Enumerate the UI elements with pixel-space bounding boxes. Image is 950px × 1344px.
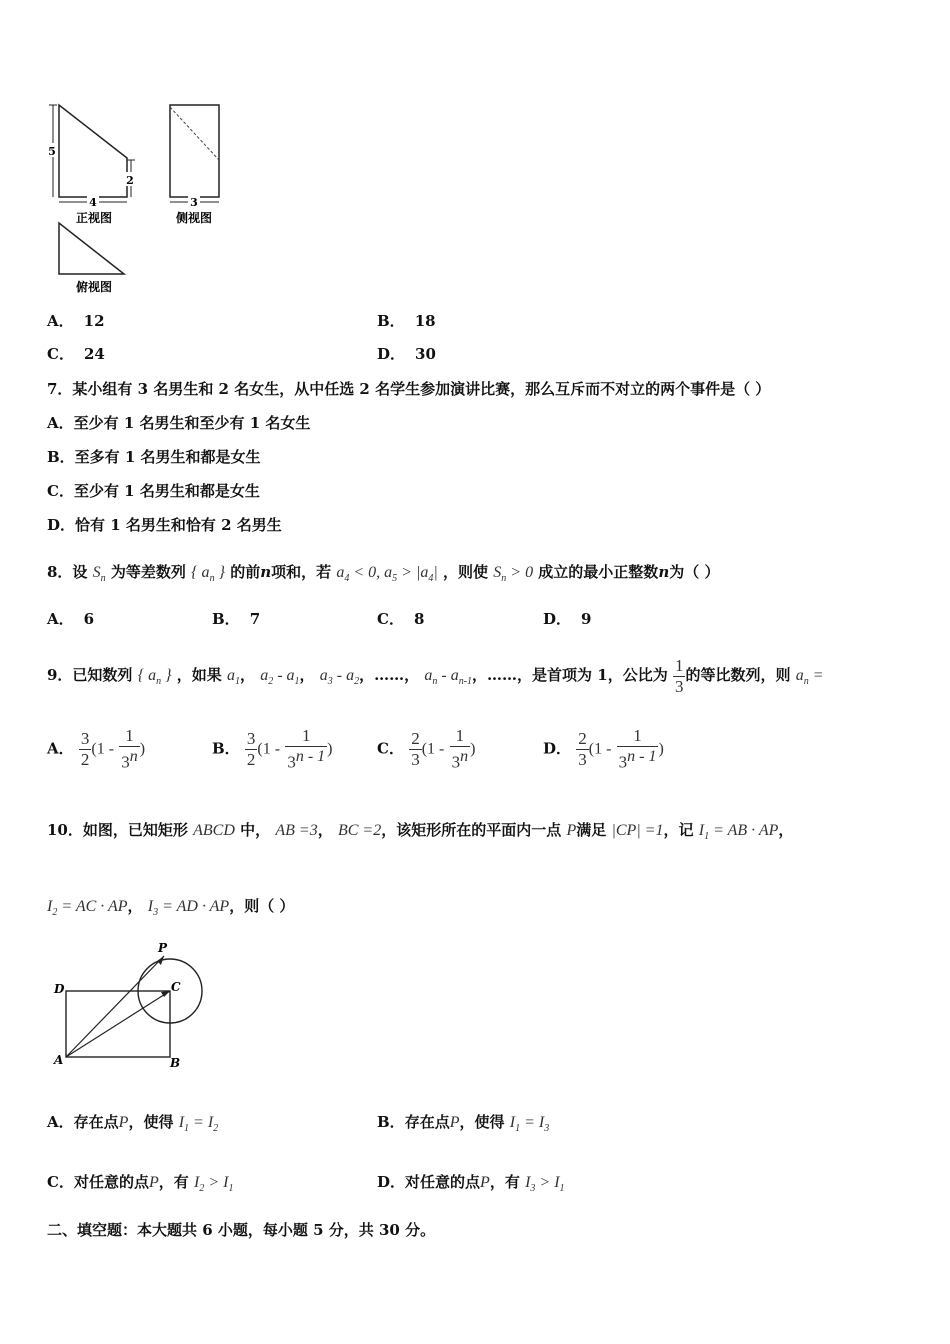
q7-option-c[interactable]: C．至少有 1 名男生和都是女生: [47, 482, 260, 500]
formula-sn-positive: $S_n > 0$: [493, 564, 534, 585]
q7-option-a[interactable]: A．至少有 1 名男生和至少有 1 名女生: [47, 414, 311, 432]
q8-option-c[interactable]: C． 8: [377, 610, 425, 628]
q9-option-b[interactable]: B． $\frac{3}{2}$ (1 - $\frac{1}{3^{n - 1}}$ ): [212, 726, 333, 772]
formula-a3-a2: $a_3 - a_2$: [319, 667, 360, 688]
q10-option-b[interactable]: B．存在点P，使得 $I_1 = I_3$: [377, 1113, 550, 1135]
q8-option-b[interactable]: B． 7: [212, 610, 261, 628]
q8-option-d[interactable]: D． 9: [543, 610, 592, 628]
q8-option-a[interactable]: A． 6: [47, 610, 95, 628]
q7-option-d[interactable]: D．恰有 1 名男生和恰有 2 名男生: [47, 516, 282, 534]
q6-option-a[interactable]: A． 12: [47, 312, 105, 330]
label-c: C: [171, 980, 181, 994]
formula-abcd: ABCD: [193, 822, 235, 839]
formula-an-an1: $a_n - a_{n-1}$: [424, 667, 473, 688]
front-view-shape: [59, 105, 127, 197]
formula-an-eq: $a_n$ =: [795, 667, 824, 688]
vector-ac: [66, 991, 170, 1057]
label-a: A: [54, 1053, 64, 1067]
formula-i1: $I_1$ = AB · AP: [698, 822, 779, 843]
label-b: B: [170, 1056, 181, 1070]
formula-i1-eq-i2: $I_1 = I_2$: [178, 1114, 219, 1135]
side-view-shape: [170, 105, 219, 197]
q10-stem-line1: 10．如图，已知矩形 ABCD 中， AB =3， BC =2，该矩形所在的平面内一点 P满足 |CP| =1，记 $I_1$ = AB · AP，: [47, 821, 794, 843]
top-view-shape: [59, 223, 124, 274]
label-d: D: [54, 982, 65, 996]
q8-stem: 8．设 $S_n$ 为等差数列 { $a_n$ } 的前n项和，若 $a_4 < 0$, $a_5 > |a_4|$ ，则使 $S_n > 0$ 成立的最小正整数n为（ ）: [47, 563, 720, 585]
ratio-fraction: $\frac{1}{3}$: [674, 655, 684, 696]
q9-option-d[interactable]: D． $\frac{2}{3}$ (1 - $\frac{1}{3^{n - 1}}$ ): [543, 726, 664, 772]
formula-bc: BC =2: [337, 822, 382, 839]
q7-stem: 7．某小组有 3 名男生和 2 名女生，从中任选 2 名学生参加演讲比赛，那么互斥而不对立的两个事件是（ ）: [47, 380, 771, 398]
formula-ab: AB =3: [275, 822, 318, 839]
dim-5-label: 5: [48, 145, 56, 158]
formula-i2: $I_2$ = AC · AP: [47, 898, 128, 919]
rectangle-circle-figure: [44, 940, 219, 1075]
formula-condition: $a_4 < 0$, $a_5 > |a_4|$: [336, 564, 438, 585]
top-view-label: 俯视图: [75, 280, 113, 294]
formula-sn: $S_n$: [92, 564, 106, 585]
formula-i3-gt-i1: $I_3 > I_1$: [525, 1174, 565, 1195]
q10-option-a[interactable]: A．存在点P，使得 $I_1 = I_2$: [47, 1113, 219, 1135]
q10-option-c[interactable]: C．对任意的点P，有 $I_2 > I_1$: [47, 1173, 234, 1195]
three-view-figure: [44, 98, 234, 298]
formula-i3: $I_3$ = AD · AP: [147, 898, 230, 919]
dim-3-label: 3: [190, 196, 198, 209]
q9-option-a[interactable]: A． $\frac{3}{2}$ (1 - $\frac{1}{3^n}$ ): [47, 726, 146, 772]
formula-seq-an: { $a_n$ }: [191, 564, 225, 585]
q6-option-c[interactable]: C． 24: [47, 345, 105, 363]
formula-p: P: [566, 822, 577, 839]
formula-cp: |CP| =1: [611, 822, 664, 839]
formula-a2-a1: $a_2 - a_1$: [260, 667, 300, 688]
dim-2-label: 2: [126, 174, 134, 187]
dim-4-label: 4: [89, 196, 97, 209]
front-view-label: 正视图: [75, 211, 113, 225]
formula-i1-eq-i3: $I_1 = I_3$: [509, 1114, 550, 1135]
side-view-label: 侧视图: [175, 211, 213, 225]
q7-option-b[interactable]: B．至多有 1 名男生和都是女生: [47, 448, 261, 466]
q9-stem: 9．已知数列 { $a_n$ } ，如果 $a_1$， $a_2 - a_1$， $a_3 - a_2$，……， $a_n - a_{n-1}$，……，是首项为 1，公比为 $\frac{1}{3}$ 的等比数列，则 $a_n$ =: [47, 655, 824, 696]
q6-option-d[interactable]: D． 30: [377, 345, 436, 363]
q6-option-b[interactable]: B． 18: [377, 312, 436, 330]
label-p: P: [158, 941, 168, 955]
formula-seq-an: { $a_n$ }: [137, 667, 172, 688]
formula-a1: $a_1$: [226, 667, 240, 688]
q9-option-c[interactable]: C． $\frac{2}{3}$ (1 - $\frac{1}{3^n}$ ): [377, 726, 476, 772]
section-2-heading: 二、填空题：本大题共 6 小题，每小题 5 分，共 30 分。: [47, 1221, 436, 1239]
q10-stem-line2: $I_2$ = AC · AP， $I_3$ = AD · AP，则（ ）: [47, 897, 295, 919]
vector-ap: [66, 956, 164, 1057]
formula-i2-gt-i1: $I_2 > I_1$: [194, 1174, 234, 1195]
q10-option-d[interactable]: D．对任意的点P，有 $I_3 > I_1$: [377, 1173, 565, 1195]
